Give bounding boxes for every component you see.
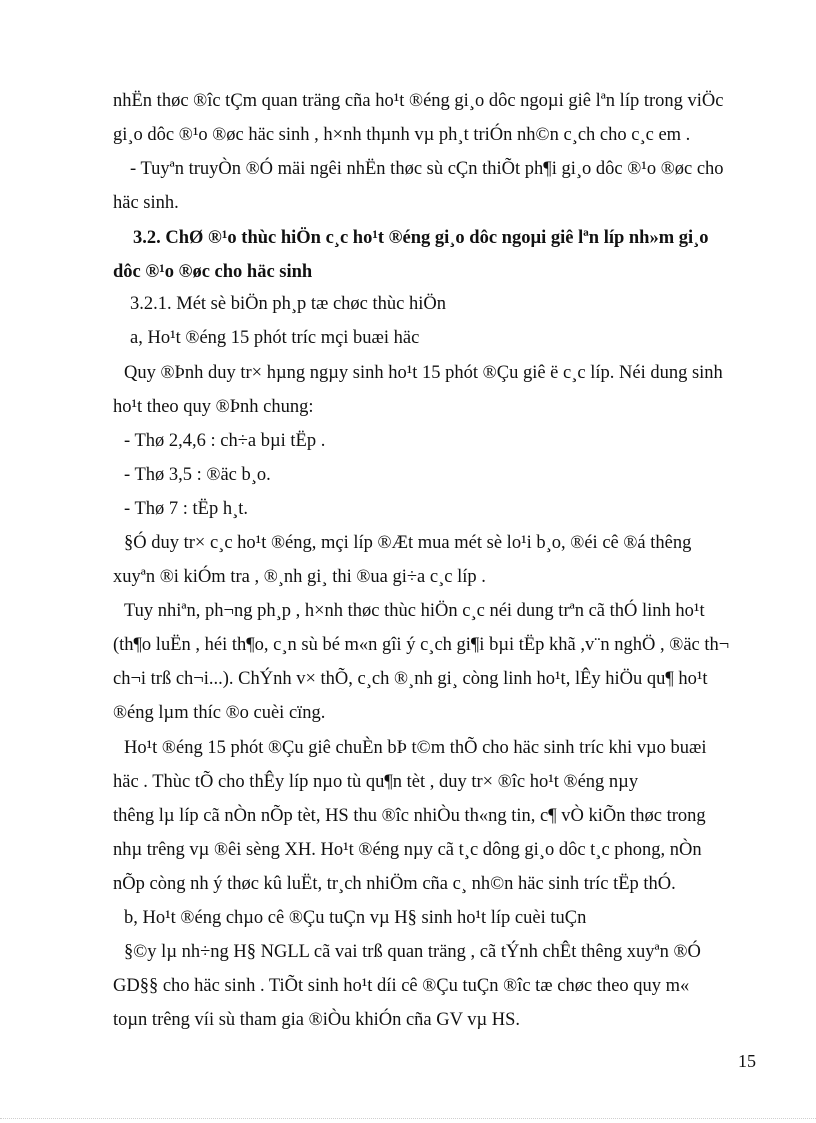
paragraph-line: ch¬i trß ch¬i...). ChÝnh v× thÕ, c¸ch ®¸nh gi¸ còng linh ho¹t, lÊy hiÖu qu¶ ho¹t [113, 669, 708, 689]
paragraph-line: nhµ trêng vµ ®êi sèng XH. Ho¹t ®éng nµy cã t¸c dông gi¸o dôc t¸c phong, nÒn [113, 840, 702, 860]
paragraph-line: toµn trêng víi sù tham gia ®iÒu khiÓn cña GV vµ HS. [113, 1010, 521, 1030]
paragraph-line: Quy ®Þnh duy tr× hµng ngµy sinh ho¹t 15 phót ®Çu giê ë c¸c líp. Néi dung sinh [124, 363, 723, 383]
paragraph-line: thêng lµ líp cã nÒn nÕp tèt, HS thu ®îc nhiÒu th«ng tin, c¶ vÒ kiÕn thøc trong [113, 806, 706, 826]
paragraph-line: nÕp còng nh ý thøc kû luËt, tr¸ch nhiÖm cña c¸ nh©n häc sinh tríc tËp thÓ. [113, 874, 676, 894]
list-item: - Thø 3,5 : ®äc b¸o. [124, 465, 271, 485]
paragraph-line: Tuy nhiªn, ph¬ng ph¸p , h×nh thøc thùc hiÖn c¸c néi dung trªn cã thÓ linh ho¹t [124, 601, 705, 621]
paragraph-line: xuyªn ®i kiÓm tra , ®¸nh gi¸ thi ®ua gi÷a c¸c líp . [113, 567, 486, 587]
paragraph-line: häc sinh. [113, 193, 179, 213]
paragraph-line: ho¹t theo quy ®Þnh chung: [113, 397, 314, 417]
paragraph-line: gi¸o dôc ®¹o ®øc häc sinh , h×nh thµnh vµ ph¸t triÓn nh©n c¸ch cho c¸c em . [113, 125, 691, 145]
paragraph-line: (th¶o luËn , héi th¶o, c¸n sù bé m«n gîi ý c¸ch gi¶i bµi tËp khã ,v¨n nghÖ , ®äc th¬ [113, 635, 730, 655]
paragraph-line: §©y lµ nh÷ng H§ NGLL cã vai trß quan träng , cã tÝnh chÊt thêng xuyªn ®Ó [124, 942, 701, 962]
paragraph-line: GD§§ cho häc sinh . TiÕt sinh ho¹t díi cê ®Çu tuÇn ®îc tæ chøc theo quy m« [113, 976, 690, 996]
subsection-heading: b, Ho¹t ®éng chµo cê ®Çu tuÇn vµ H§ sinh ho¹t líp cuèi tuÇn [124, 908, 587, 928]
page-bottom-divider [0, 1118, 816, 1119]
paragraph-line: ®éng lµm thíc ®o cuèi cïng. [113, 703, 326, 723]
subsection-heading: 3.2.1. Mét sè biÖn ph¸p tæ chøc thùc hiÖn [130, 294, 446, 314]
section-heading: dôc ®¹o ®øc cho häc sinh [113, 262, 313, 282]
subsection-heading: a, Ho¹t ®éng 15 phót tríc mçi buæi häc [130, 328, 420, 348]
list-item: - Thø 2,4,6 : ch÷a bµi tËp . [124, 431, 326, 451]
paragraph-line: - Tuyªn truyÒn ®Ó mäi ngêi nhËn thøc sù cÇn thiÕt ph¶i gi¸o dôc ®¹o ®øc cho [130, 159, 724, 179]
paragraph-line: Ho¹t ®éng 15 phót ®Çu giê chuÈn bÞ t©m thÕ cho häc sinh tríc khi vµo buæi [124, 738, 707, 758]
paragraph-line: nhËn thøc ®îc tÇm quan träng cña ho¹t ®éng gi¸o dôc ngoµi giê lªn líp trong viÖc [113, 91, 724, 111]
paragraph-line: häc . Thùc tÕ cho thÊy líp nµo tù qu¶n tèt , duy tr× ®îc ho¹t ®éng nµy [113, 772, 639, 792]
section-heading: 3.2. ChØ ®¹o thùc hiÖn c¸c ho¹t ®éng gi¸o dôc ngoµi giê lªn líp nh»m gi¸o [133, 228, 709, 248]
paragraph-line: §Ó duy tr× c¸c ho¹t ®éng, mçi líp ®Æt mua mét sè lo¹i b¸o, ®éi cê ®á thêng [124, 533, 692, 553]
list-item: - Thø 7 : tËp h¸t. [124, 499, 249, 519]
page-number: 15 [738, 1051, 756, 1071]
